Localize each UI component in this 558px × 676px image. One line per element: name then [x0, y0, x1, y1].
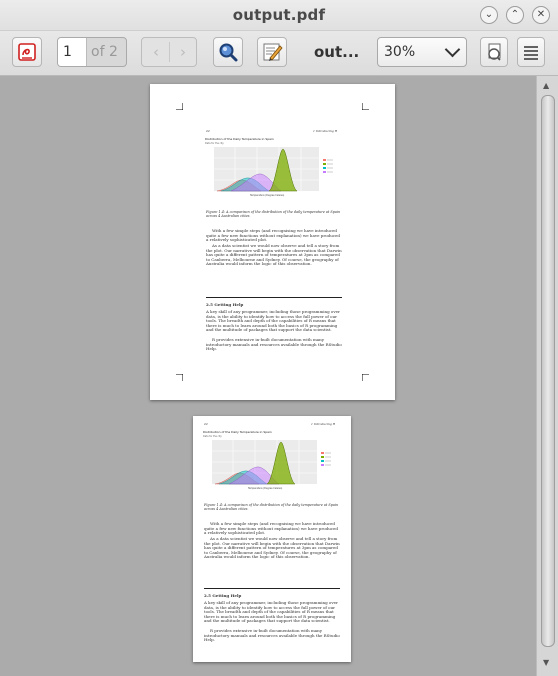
document-title: out...	[314, 43, 360, 61]
scroll-down-icon[interactable]: ▼	[543, 658, 550, 667]
paragraph-2: As a data scientist we would now observe and tell a story from the plot. Our narrative will begin with the observation that Darwin has quite a different pattern of temperatures at 3pm as compared to Canberra, Melbourne and Sydney. Of course, the geography of Australia would inform the logic of this observation.	[204, 536, 340, 560]
document-viewport[interactable]	[0, 76, 536, 676]
vertical-scrollbar[interactable]	[536, 76, 558, 676]
page-number: 22	[204, 422, 208, 426]
scrollbar-thumb[interactable]	[541, 95, 555, 647]
scroll-up-icon[interactable]: ▲	[543, 81, 550, 90]
page-navigation	[141, 37, 197, 67]
zoom-select[interactable]	[377, 37, 467, 67]
nav-divider	[169, 42, 170, 62]
chart-subtitle: Data for the city	[203, 435, 222, 438]
toolbar	[0, 31, 558, 76]
paragraph-3: A key skill of any programmer, including those programming over data, is the ability to identify how to access the full power of our tools. The breadth and depth of the capabilities of R means that there is much to learn around both the basics of R programming and the multitude of packages that support the data scientist.	[206, 309, 340, 333]
paragraph-4: R provides extensive in-built documentation with many introductory manuals and resources available through the RStudio Help.	[204, 628, 340, 643]
running-header: 1 Introducing R	[313, 129, 337, 133]
current-page-input[interactable]: 1	[58, 38, 87, 66]
edit-pencil-icon	[258, 38, 286, 66]
crop-mark-icon	[176, 374, 183, 381]
minimize-icon[interactable]: ⌄	[480, 6, 498, 24]
chart-caption: Temperature (Degree Celsius)	[248, 487, 283, 490]
title-bar	[0, 0, 558, 31]
section-heading: 2.5 Getting Help	[204, 593, 242, 598]
chart-title: Distribution of the Daily Temperature in Spain	[205, 137, 274, 141]
zoom-value: 30%	[384, 44, 416, 60]
paragraph-3: A key skill of any programmer, including those programming over data, is the ability to identify how to access the full power of our tools. The breadth and depth of the capabilities of R means that there is much to learn around both the basics of R programming and the multitude of packages that support the data scientist.	[204, 600, 338, 624]
running-header: 1 Introducing R	[311, 422, 335, 426]
crop-mark-icon	[362, 103, 369, 110]
view-options-button[interactable]	[480, 37, 508, 67]
maximize-icon[interactable]: ⌃	[506, 6, 524, 24]
figure-caption: Figure 1.4: A comparison of the distribution of the daily temperature at Spain across 4 Australian cities.	[206, 210, 341, 218]
chevron-down-icon	[445, 42, 461, 58]
app-menu-button[interactable]	[12, 37, 42, 67]
window-title: output.pdf	[232, 6, 326, 24]
page-total-label: of 2	[91, 44, 118, 60]
pdf-page-2[interactable]	[193, 416, 351, 662]
page-number-field[interactable]	[57, 37, 127, 67]
crop-mark-icon	[176, 103, 183, 110]
page-number: 22	[206, 129, 210, 133]
chart-caption: Temperature (Degree Celsius)	[250, 194, 285, 197]
previous-page-icon[interactable]: ‹	[153, 43, 159, 61]
chart-title: Distribution of the Daily Temperature in Spain	[203, 430, 272, 434]
document-view-icon	[481, 38, 507, 66]
figure-density-plot	[205, 136, 345, 202]
main-menu-button[interactable]	[517, 37, 545, 67]
paragraph-4: R provides extensive in-built documentation with many introductory manuals and resources available through the RStudio Help.	[206, 337, 342, 352]
evince-logo-icon	[13, 38, 41, 66]
crop-mark-icon	[362, 374, 369, 381]
annotate-button[interactable]	[257, 37, 287, 67]
pdf-page-1[interactable]	[150, 84, 395, 400]
close-icon[interactable]: ✕	[532, 6, 550, 24]
paragraph-2: As a data scientist we would now observe and tell a story from the plot. Our narrative will begin with the observation that Darwin has quite a different pattern of temperatures at 3pm as compared to Canberra, Melbourne and Sydney. Of course, the geography of Australia would inform the logic of this observation.	[206, 243, 342, 267]
section-rule	[204, 588, 340, 589]
figure-caption: Figure 1.4: A comparison of the distribution of the daily temperature at Spain across 4 Australian cities.	[204, 503, 339, 511]
next-page-icon[interactable]: ›	[180, 43, 186, 61]
search-icon	[214, 38, 242, 66]
paragraph-1: With a few simple steps (and recognising we have introduced quite a few new functions without explanation) we have produced a relatively sophisticated plot.	[206, 228, 340, 243]
section-rule	[206, 297, 342, 298]
search-button[interactable]	[213, 37, 243, 67]
figure-density-plot	[203, 429, 343, 495]
paragraph-1: With a few simple steps (and recognising we have introduced quite a few new functions without explanation) we have produced a relatively sophisticated plot.	[204, 521, 338, 536]
chart-subtitle: Data for the city	[205, 142, 224, 145]
hamburger-menu-icon	[518, 38, 544, 66]
section-heading: 2.5 Getting Help	[206, 302, 244, 307]
